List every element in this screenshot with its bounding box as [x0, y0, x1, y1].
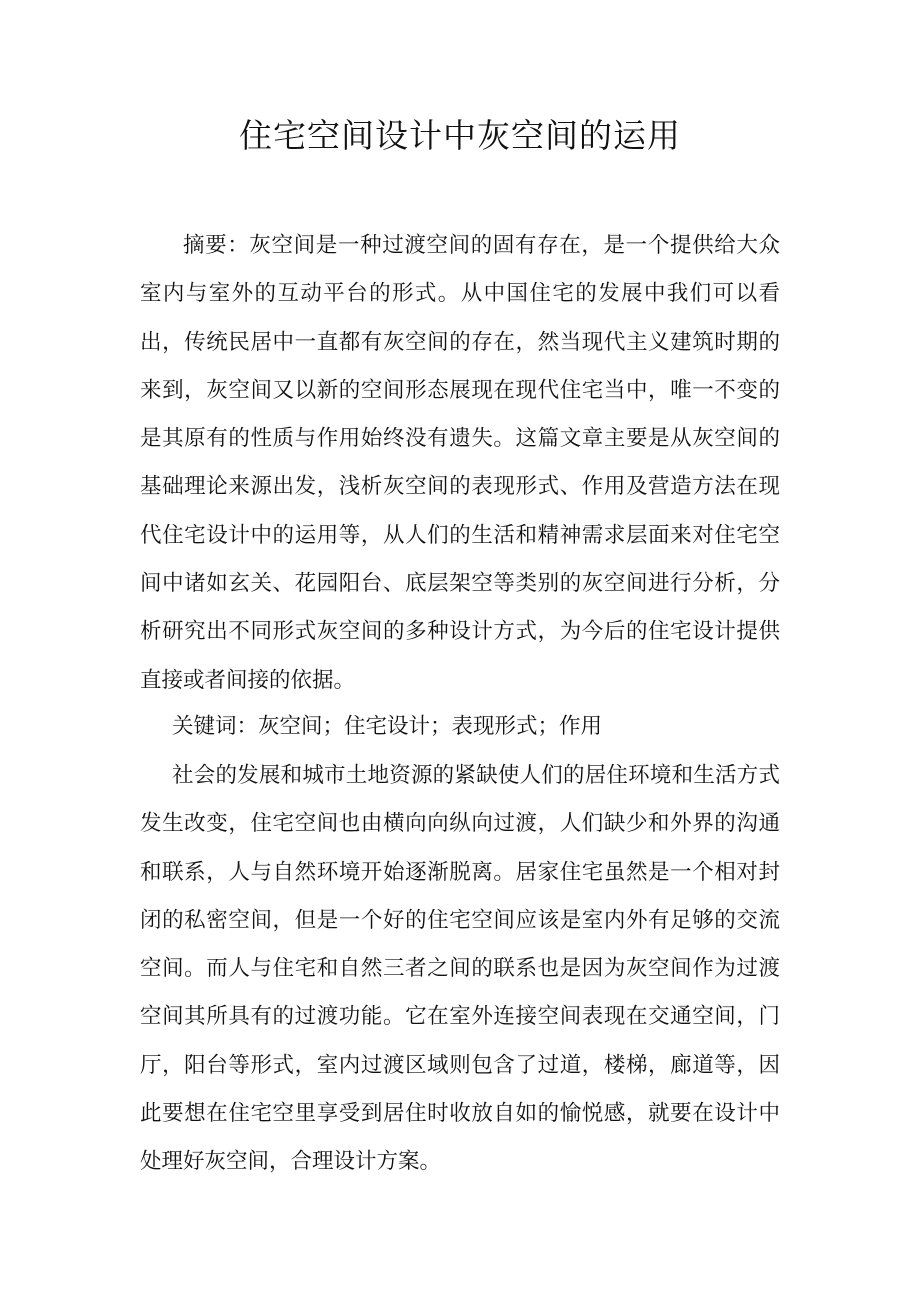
keywords-line: 关键词：灰空间；住宅设计；表现形式；作用 [172, 714, 603, 739]
abstract-paragraph: 摘要：灰空间是一种过渡空间的固有存在，是一个提供给大众室内与室外的互动平台的形式。从中国住宅的发展中我们可以看出，传统民居中一直都有灰空间的存在，然当现代主义建筑时期的来到，灰空间又以新的空间形态展现在现代住宅当中，唯一不变的是其原有的性质与作用始终没有遗失。这篇文章主要是从灰空间的基础理论来源出发，浅析灰空间的表现形式、作用及营造方法在现代住宅设计中的运用等，从人们的生活和精神需求层面来对住宅空间中诸如玄关、花园阳台、底层架空等类别的灰空间进行分析，分析研究出不同形式灰空间的多种设计方式，为今后的住宅设计提供直接或者间接的依据。 [140, 233, 780, 693]
document-title: 住宅空间设计中灰空间的运用 [239, 116, 681, 155]
body-paragraph: 社会的发展和城市土地资源的紧缺使人们的居住环境和生活方式发生改变，住宅空间也由横向向纵向过渡，人们缺少和外界的沟通和联系，人与自然环境开始逐渐脱离。居家住宅虽然是一个相对封闭的私密空间，但是一个好的住宅空间应该是室内外有足够的交流空间。而人与住宅和自然三者之间的联系也是因为灰空间作为过渡空间其所具有的过渡功能。它在室外连接空间表现在交通空间，门厅，阳台等形式，室内过渡区域则包含了过道，楼梯，廊道等，因此要想在住宅空里享受到居住时收放自如的愉悦感，就要在设计中处理好灰空间，合理设计方案。 [140, 763, 780, 1175]
